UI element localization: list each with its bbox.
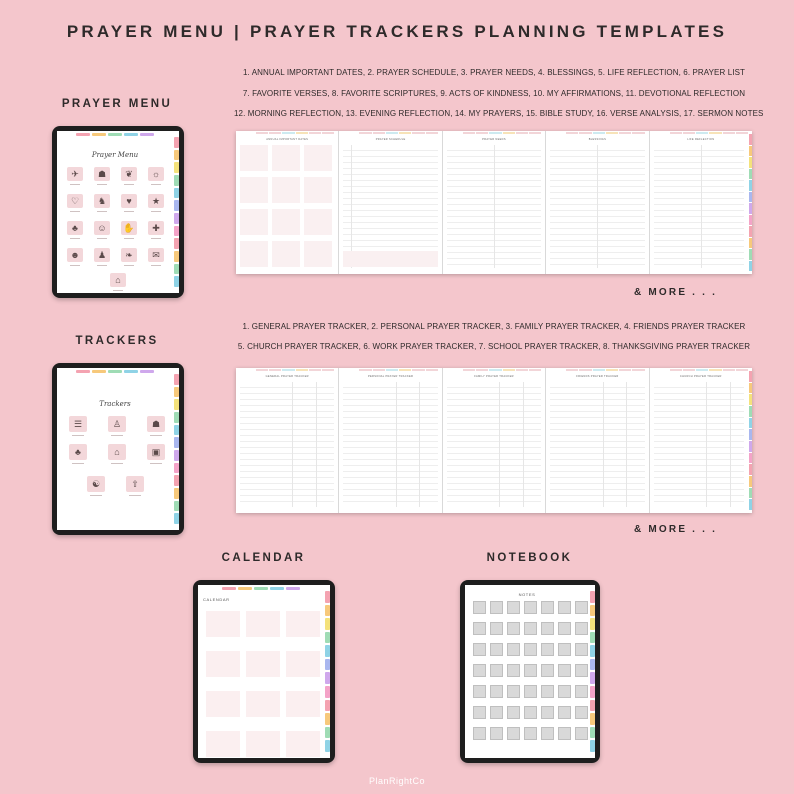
note-template[interactable]: [490, 706, 503, 719]
note-template[interactable]: [490, 664, 503, 677]
prayer-menu-icon-grid: [67, 167, 167, 262]
note-template[interactable]: [524, 685, 537, 698]
family-icon[interactable]: ☗: [147, 416, 165, 432]
tracker-pages-strip: [236, 368, 752, 513]
note-template[interactable]: [541, 685, 554, 698]
top-tab-bar: [57, 131, 173, 138]
tablet-notebook: [460, 580, 600, 763]
page-annual-important-dates: [236, 131, 339, 274]
note-template[interactable]: [524, 664, 537, 677]
bible-icon[interactable]: ✉: [148, 248, 164, 262]
page-title-label: FAMILY PRAYER TRACKER: [474, 375, 514, 378]
star-icon[interactable]: ☼: [148, 167, 164, 181]
prayer-list-line-3: 12. MORNING REFLECTION, 13. EVENING REFLECTION, 14. MY PRAYERS, 15. BIBLE STUDY, 16. VERSE ANALYSIS, 17. SERMON NOTES: [234, 109, 764, 118]
book-icon[interactable]: ✚: [148, 221, 164, 235]
page-side-tabs: [749, 134, 752, 271]
note-template[interactable]: [558, 664, 571, 677]
tracker-list-line-2: 5. CHURCH PRAYER TRACKER, 6. WORK PRAYER TRACKER, 7. SCHOOL PRAYER TRACKER, 8. THANKSGIVING PRAYER TRACKER: [237, 342, 751, 351]
rosary-icon[interactable]: ☺: [94, 221, 110, 235]
note-template[interactable]: [507, 727, 520, 740]
person-pray-icon[interactable]: ♟: [94, 248, 110, 262]
trackers-screen-title: Trackers: [99, 400, 131, 408]
note-template[interactable]: [524, 643, 537, 656]
page-family-prayer-tracker: [443, 368, 546, 513]
note-template[interactable]: [541, 664, 554, 677]
section-label-prayer-menu: PRAYER MENU: [61, 98, 173, 110]
sun-icon[interactable]: ★: [148, 194, 164, 208]
note-template[interactable]: [575, 601, 588, 614]
note-template[interactable]: [558, 622, 571, 635]
page-personal-prayer-tracker: [339, 368, 442, 513]
note-template[interactable]: [507, 706, 520, 719]
list-icon[interactable]: ☰: [69, 416, 87, 432]
side-tab-bar: [174, 374, 179, 524]
page-title-label: CHURCH PRAYER TRACKER: [679, 375, 722, 378]
note-template[interactable]: [558, 706, 571, 719]
note-template[interactable]: [541, 622, 554, 635]
trackers-icon-grid: [69, 416, 169, 460]
note-template[interactable]: [541, 706, 554, 719]
side-tab-bar: [325, 591, 330, 752]
note-template[interactable]: [507, 685, 520, 698]
page-title-label: ANNUAL IMPORTANT DATES: [266, 138, 309, 141]
page-title-label: PRAYER SCHEDULE: [375, 138, 406, 141]
note-template[interactable]: [575, 727, 588, 740]
note-template[interactable]: [524, 622, 537, 635]
group-icon[interactable]: ☻: [67, 248, 83, 262]
page-life-reflection: [650, 131, 752, 274]
note-template[interactable]: [507, 664, 520, 677]
page-title-label: PRAYER NEEDS: [482, 138, 506, 141]
section-label-trackers: TRACKERS: [75, 335, 159, 347]
tablet-screen: [198, 585, 330, 758]
church-icon[interactable]: ⌂: [108, 444, 126, 460]
note-template[interactable]: [473, 685, 486, 698]
calendar-icon[interactable]: ✈: [67, 167, 83, 181]
side-tab-bar: [174, 137, 179, 287]
tablet-screen: [465, 585, 595, 758]
family-icon[interactable]: ♣: [67, 221, 83, 235]
note-template[interactable]: [507, 622, 520, 635]
friends-icon[interactable]: ♣: [69, 444, 87, 460]
school-icon[interactable]: ☯: [87, 476, 105, 492]
cross-icon[interactable]: ✋: [121, 221, 137, 235]
praying-hands-icon[interactable]: ☗: [94, 167, 110, 181]
note-template[interactable]: [507, 601, 520, 614]
church-icon[interactable]: ⌂: [110, 273, 126, 287]
trackers-icon-grid-bottom: [87, 476, 157, 492]
tablet-calendar: [193, 580, 335, 763]
tablet-screen: [57, 368, 179, 530]
page-blessings: [546, 131, 649, 274]
note-template[interactable]: [473, 643, 486, 656]
note-template[interactable]: [473, 706, 486, 719]
note-template[interactable]: [541, 727, 554, 740]
page-title-label: FRIENDS PRAYER TRACKER: [576, 375, 619, 378]
top-tab-bar: [57, 368, 173, 375]
note-template[interactable]: [490, 685, 503, 698]
note-template[interactable]: [524, 601, 537, 614]
section-label-calendar: CALENDAR: [221, 552, 306, 564]
page-friends-prayer-tracker: [546, 368, 649, 513]
more-label-prayer: & MORE . . .: [634, 287, 718, 298]
section-label-notebook: NOTEBOOK: [486, 552, 573, 564]
page-title-label: LIFE REFLECTION: [687, 138, 715, 141]
more-label-trackers: & MORE . . .: [634, 524, 718, 535]
note-template[interactable]: [575, 685, 588, 698]
notes-template-grid: [473, 601, 588, 740]
note-template[interactable]: [558, 727, 571, 740]
hands-icon[interactable]: ❦: [121, 167, 137, 181]
note-template[interactable]: [558, 685, 571, 698]
page-side-tabs: [749, 371, 752, 510]
notes-screen-title: NOTES: [518, 592, 536, 597]
candle-icon[interactable]: ♞: [94, 194, 110, 208]
page-church-prayer-tracker: [650, 368, 752, 513]
note-template[interactable]: [541, 643, 554, 656]
note-template[interactable]: [575, 622, 588, 635]
briefcase-icon[interactable]: ▣: [147, 444, 165, 460]
leaf-icon[interactable]: ❧: [121, 248, 137, 262]
note-template[interactable]: [524, 706, 537, 719]
page-prayer-needs: [443, 131, 546, 274]
prayer-menu-screen-title: Prayer Menu: [91, 151, 139, 159]
thanks-icon[interactable]: ⇧: [126, 476, 144, 492]
note-template[interactable]: [490, 601, 503, 614]
note-template[interactable]: [473, 664, 486, 677]
note-template[interactable]: [558, 601, 571, 614]
note-template[interactable]: [473, 601, 486, 614]
tablet-trackers: [52, 363, 184, 535]
note-template[interactable]: [490, 643, 503, 656]
page-title: PRAYER MENU | PRAYER TRACKERS PLANNING TEMPLATES: [66, 22, 728, 41]
page-prayer-schedule: [339, 131, 442, 274]
note-template[interactable]: [473, 622, 486, 635]
note-template[interactable]: [524, 727, 537, 740]
calendar-screen-title: CALENDAR: [203, 597, 230, 602]
heart-hands-icon[interactable]: ♡: [67, 194, 83, 208]
tablet-screen: [57, 131, 179, 293]
page-title-label: PERSONAL PRAYER TRACKER: [368, 375, 414, 378]
note-template[interactable]: [490, 622, 503, 635]
note-template[interactable]: [490, 727, 503, 740]
person-icon[interactable]: ♙: [108, 416, 126, 432]
note-template[interactable]: [575, 706, 588, 719]
tracker-list-line-1: 1. GENERAL PRAYER TRACKER, 2. PERSONAL PRAYER TRACKER, 3. FAMILY PRAYER TRACKER, 4. FRIENDS PRAYER TRACKER: [242, 322, 746, 331]
note-template[interactable]: [558, 643, 571, 656]
prayer-pages-strip: [236, 131, 752, 274]
note-template[interactable]: [473, 727, 486, 740]
note-template[interactable]: [575, 664, 588, 677]
tablet-prayer-menu: [52, 126, 184, 298]
page-title-label: GENERAL PRAYER TRACKER: [265, 375, 309, 378]
prayer-list-line-1: 1. ANNUAL IMPORTANT DATES, 2. PRAYER SCHEDULE, 3. PRAYER NEEDS, 4. BLESSINGS, 5. LIFE REFLECTION, 6. PRAYER LIST: [242, 68, 745, 77]
side-tab-bar: [590, 591, 595, 752]
note-template[interactable]: [541, 601, 554, 614]
note-template[interactable]: [507, 643, 520, 656]
top-tab-bar: [198, 585, 324, 592]
heart-icon[interactable]: ♥: [121, 194, 137, 208]
prayer-list-line-2: 7. FAVORITE VERSES, 8. FAVORITE SCRIPTURES, 9. ACTS OF KINDNESS, 10. MY AFFIRMATIONS, 11. DEVOTIONAL REFLECTION: [242, 89, 746, 98]
page-title-label: BLESSINGS: [588, 138, 607, 141]
brand-watermark: PlanRightCo: [368, 776, 426, 786]
page-general-prayer-tracker: [236, 368, 339, 513]
note-template[interactable]: [575, 643, 588, 656]
